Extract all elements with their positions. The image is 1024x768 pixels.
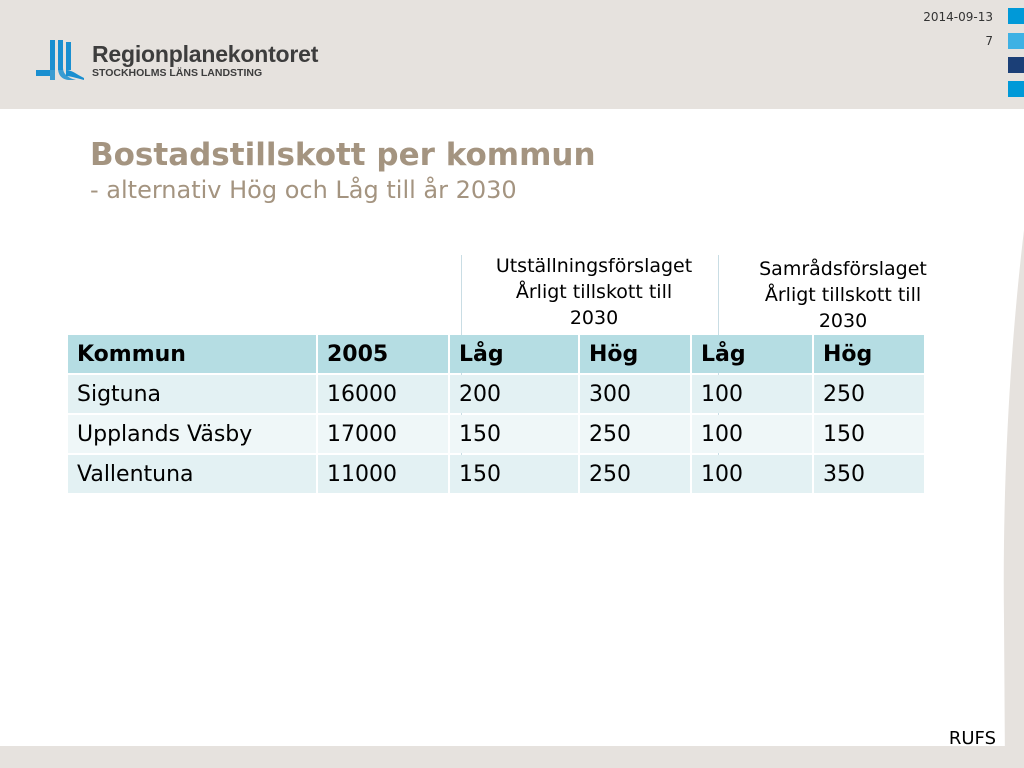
table-cell: 100 (692, 375, 812, 413)
table-cell: 17000 (318, 415, 448, 453)
table-cell: 150 (450, 455, 578, 493)
slide-date: 2014-09-13 (923, 10, 993, 24)
housing-table (66, 333, 926, 495)
table-row (68, 455, 924, 493)
header-lag-samrad: Låg (692, 335, 812, 373)
table-cell: 250 (580, 455, 690, 493)
table-cell: 100 (692, 455, 812, 493)
header-2005: 2005 (318, 335, 448, 373)
header-kommun: Kommun (68, 335, 316, 373)
table-cell: Upplands Väsby (68, 415, 316, 453)
table-cell: 250 (814, 375, 924, 413)
table-cell: 300 (580, 375, 690, 413)
org-subtitle: STOCKHOLMS LÄNS LANDSTING (92, 67, 263, 79)
header-hog-samrad: Hög (814, 335, 924, 373)
group-label-line: Årligt tillskott till (764, 284, 922, 306)
table-cell: 150 (450, 415, 578, 453)
table-header-row (68, 335, 924, 373)
table-cell: 250 (580, 415, 690, 453)
group-label-line: Utställningsförslaget (495, 255, 693, 277)
table-row (68, 415, 924, 453)
group-label-utstallning (466, 253, 722, 331)
slide-subtitle: - alternativ Hög och Låg till år 2030 (90, 176, 517, 204)
group-label-line: 2030 (818, 310, 868, 332)
footer-band (0, 746, 1024, 768)
table-cell: 350 (814, 455, 924, 493)
table-cell: 16000 (318, 375, 448, 413)
footer-label: RUFS (948, 728, 996, 749)
org-name: Regionplanekontoret (92, 41, 319, 67)
header-hog-utstallning: Hög (580, 335, 690, 373)
table-cell: 11000 (318, 455, 448, 493)
table-cell: Vallentuna (68, 455, 316, 493)
group-label-line: 2030 (569, 307, 619, 329)
table-cell: Sigtuna (68, 375, 316, 413)
group-label-line: Årligt tillskott till (515, 281, 673, 303)
group-label-line: Samrådsförslaget (759, 258, 927, 280)
group-label-samrad (727, 256, 959, 334)
table-cell: 200 (450, 375, 578, 413)
slide-title: Bostadstillskott per kommun (90, 137, 596, 173)
header-lag-utstallning: Låg (450, 335, 578, 373)
table-row (68, 375, 924, 413)
page-number: 7 (985, 34, 993, 48)
table-cell: 150 (814, 415, 924, 453)
table-cell: 100 (692, 415, 812, 453)
